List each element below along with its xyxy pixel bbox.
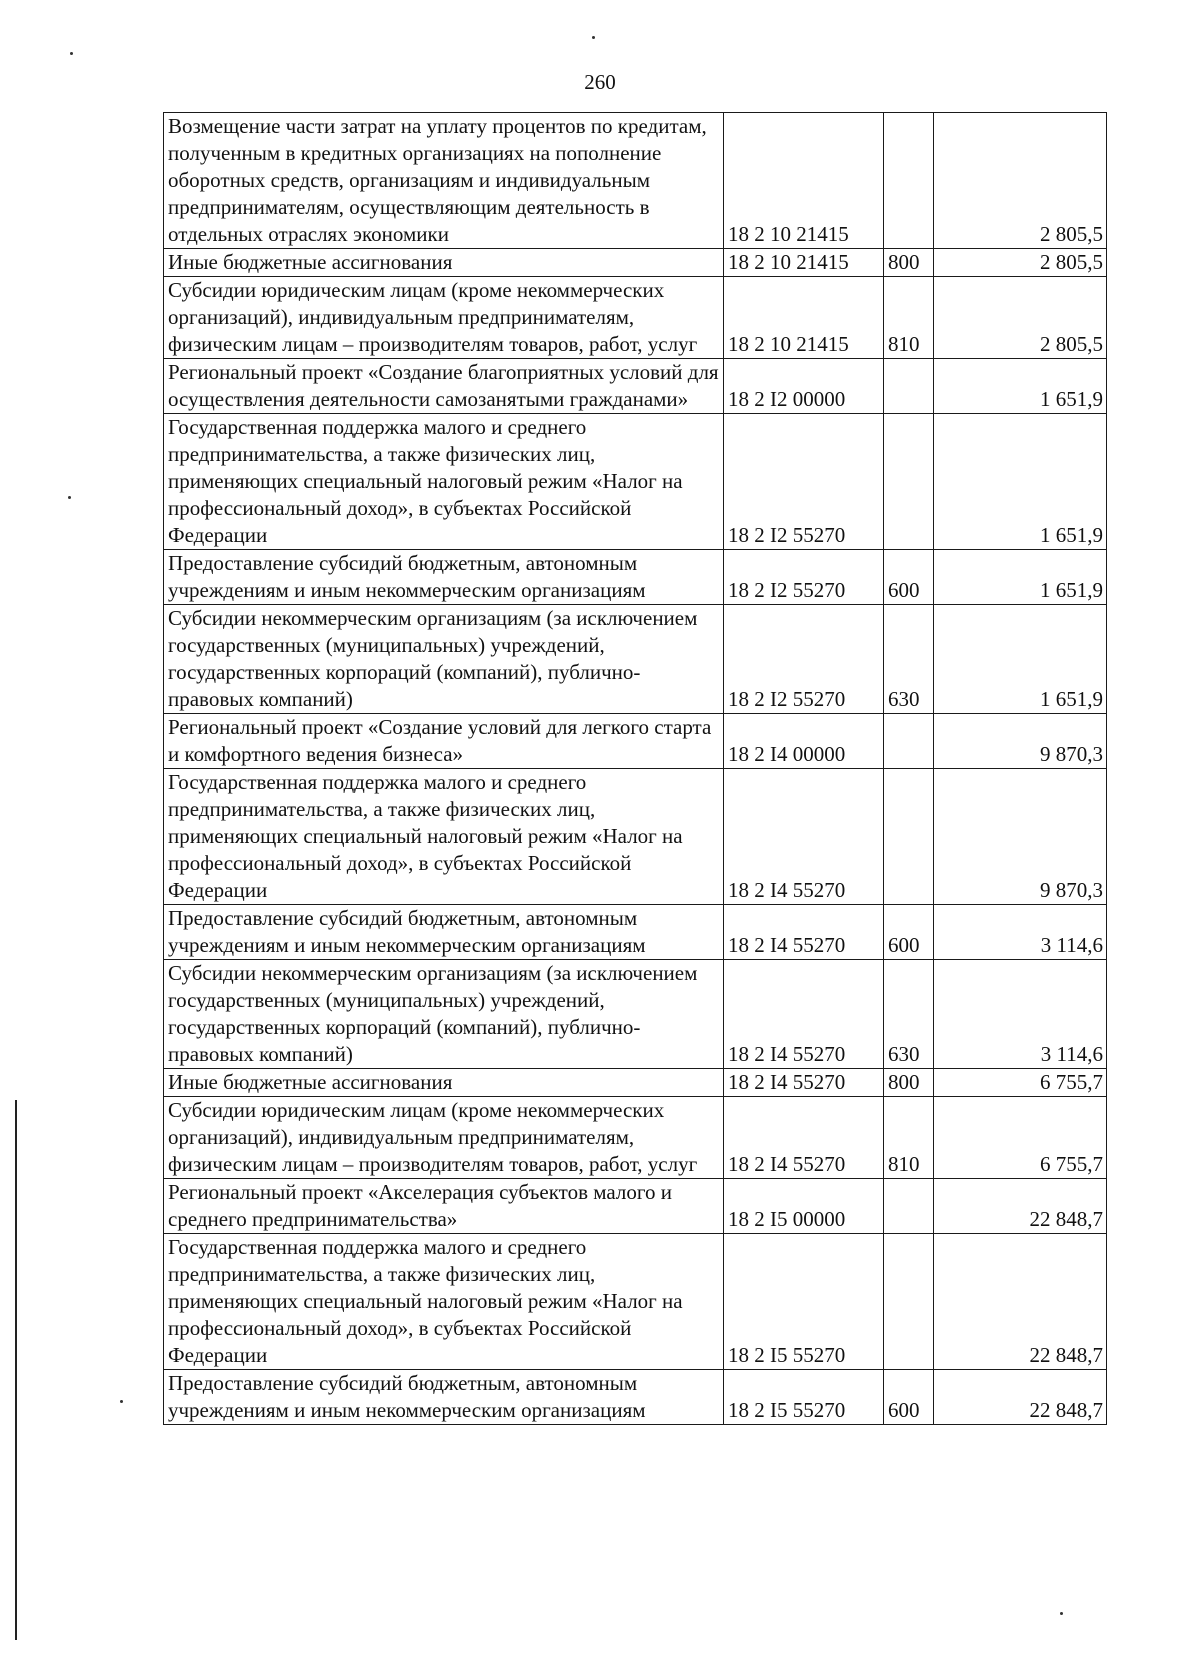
row-code: 18 2 I5 55270 xyxy=(724,1370,884,1425)
row-name: Региональный проект «Создание благоприятных условий для осуществления деятельности самозанятыми гражданами» xyxy=(164,359,724,414)
table-row xyxy=(164,714,1107,769)
row-name: Субсидии некоммерческим организациям (за исключением государственных (муниципальных) учреждений, государственных корпораций (компаний), публично-правовых компаний) xyxy=(164,605,724,714)
row-sum: 1 651,9 xyxy=(934,605,1107,714)
row-code: 18 2 I5 00000 xyxy=(724,1179,884,1234)
row-name: Иные бюджетные ассигнования xyxy=(164,1069,724,1097)
table-row xyxy=(164,249,1107,277)
row-code: 18 2 I2 00000 xyxy=(724,359,884,414)
row-name: Государственная поддержка малого и среднего предпринимательства, а также физических лиц, применяющих специальный налоговый режим «Налог на профессиональный доход», в субъектах Российской Федерации xyxy=(164,414,724,550)
row-sum: 9 870,3 xyxy=(934,769,1107,905)
row-type: 800 xyxy=(884,249,934,277)
row-sum: 22 848,7 xyxy=(934,1370,1107,1425)
row-type xyxy=(884,414,934,550)
row-code: 18 2 I4 55270 xyxy=(724,769,884,905)
row-code: 18 2 I5 55270 xyxy=(724,1234,884,1370)
row-type xyxy=(884,769,934,905)
row-sum: 6 755,7 xyxy=(934,1097,1107,1179)
row-name: Субсидии юридическим лицам (кроме некоммерческих организаций), индивидуальным предпринимателям, физическим лицам – производителям товаров, работ, услуг xyxy=(164,1097,724,1179)
scan-speck xyxy=(592,36,595,39)
row-name: Субсидии юридическим лицам (кроме некоммерческих организаций), индивидуальным предпринимателям, физическим лицам – производителям товаров, работ, услуг xyxy=(164,277,724,359)
row-code: 18 2 I4 55270 xyxy=(724,960,884,1069)
row-type: 630 xyxy=(884,960,934,1069)
scan-speck xyxy=(70,52,73,55)
row-sum: 22 848,7 xyxy=(934,1179,1107,1234)
table-row xyxy=(164,1069,1107,1097)
scan-speck xyxy=(120,1400,123,1403)
row-type xyxy=(884,113,934,249)
table-row xyxy=(164,414,1107,550)
row-sum: 2 805,5 xyxy=(934,249,1107,277)
row-name: Предоставление субсидий бюджетным, автономным учреждениям и иным некоммерческим организациям xyxy=(164,905,724,960)
scan-speck xyxy=(68,496,71,499)
row-type xyxy=(884,359,934,414)
row-code: 18 2 I2 55270 xyxy=(724,414,884,550)
budget-table xyxy=(163,112,1107,1425)
row-sum: 1 651,9 xyxy=(934,359,1107,414)
row-code: 18 2 10 21415 xyxy=(724,113,884,249)
row-name: Региональный проект «Создание условий для легкого старта и комфортного ведения бизнеса» xyxy=(164,714,724,769)
table-row xyxy=(164,359,1107,414)
row-code: 18 2 I2 55270 xyxy=(724,605,884,714)
row-type xyxy=(884,1234,934,1370)
table-row xyxy=(164,550,1107,605)
table-row xyxy=(164,960,1107,1069)
row-type: 800 xyxy=(884,1069,934,1097)
row-code: 18 2 I2 55270 xyxy=(724,550,884,605)
row-type: 600 xyxy=(884,905,934,960)
table-row xyxy=(164,1370,1107,1425)
row-type: 600 xyxy=(884,550,934,605)
row-code: 18 2 I4 55270 xyxy=(724,905,884,960)
row-sum: 6 755,7 xyxy=(934,1069,1107,1097)
page-number: 260 xyxy=(584,70,616,94)
scan-margin-line xyxy=(15,1100,17,1640)
table-row xyxy=(164,905,1107,960)
row-type: 810 xyxy=(884,277,934,359)
row-name: Государственная поддержка малого и среднего предпринимательства, а также физических лиц, применяющих специальный налоговый режим «Налог на профессиональный доход», в субъектах Российской Федерации xyxy=(164,769,724,905)
row-code: 18 2 I4 00000 xyxy=(724,714,884,769)
row-type: 810 xyxy=(884,1097,934,1179)
scan-speck xyxy=(1060,1612,1063,1615)
row-type xyxy=(884,714,934,769)
table-row xyxy=(164,1179,1107,1234)
row-code: 18 2 I4 55270 xyxy=(724,1097,884,1179)
row-sum: 2 805,5 xyxy=(934,113,1107,249)
row-name: Региональный проект «Акселерация субъектов малого и среднего предпринимательства» xyxy=(164,1179,724,1234)
table-row xyxy=(164,1234,1107,1370)
row-sum: 22 848,7 xyxy=(934,1234,1107,1370)
row-sum: 2 805,5 xyxy=(934,277,1107,359)
row-sum: 9 870,3 xyxy=(934,714,1107,769)
table-row xyxy=(164,605,1107,714)
row-name: Иные бюджетные ассигнования xyxy=(164,249,724,277)
row-name: Возмещение части затрат на уплату процентов по кредитам, полученным в кредитных организациях на пополнение оборотных средств, организациям и индивидуальным предпринимателям, осуществляющим деятельность в отдельных отраслях экономики xyxy=(164,113,724,249)
row-type: 630 xyxy=(884,605,934,714)
row-sum: 3 114,6 xyxy=(934,960,1107,1069)
table-row xyxy=(164,769,1107,905)
row-name: Государственная поддержка малого и среднего предпринимательства, а также физических лиц, применяющих специальный налоговый режим «Налог на профессиональный доход», в субъектах Российской Федерации xyxy=(164,1234,724,1370)
table-row xyxy=(164,113,1107,249)
row-name: Предоставление субсидий бюджетным, автономным учреждениям и иным некоммерческим организациям xyxy=(164,550,724,605)
row-code: 18 2 10 21415 xyxy=(724,277,884,359)
row-sum: 1 651,9 xyxy=(934,550,1107,605)
row-sum: 1 651,9 xyxy=(934,414,1107,550)
row-type: 600 xyxy=(884,1370,934,1425)
table-row xyxy=(164,1097,1107,1179)
row-name: Предоставление субсидий бюджетным, автономным учреждениям и иным некоммерческим организациям xyxy=(164,1370,724,1425)
row-type xyxy=(884,1179,934,1234)
row-code: 18 2 I4 55270 xyxy=(724,1069,884,1097)
row-code: 18 2 10 21415 xyxy=(724,249,884,277)
row-sum: 3 114,6 xyxy=(934,905,1107,960)
row-name: Субсидии некоммерческим организациям (за исключением государственных (муниципальных) учреждений, государственных корпораций (компаний), публично-правовых компаний) xyxy=(164,960,724,1069)
table-row xyxy=(164,277,1107,359)
